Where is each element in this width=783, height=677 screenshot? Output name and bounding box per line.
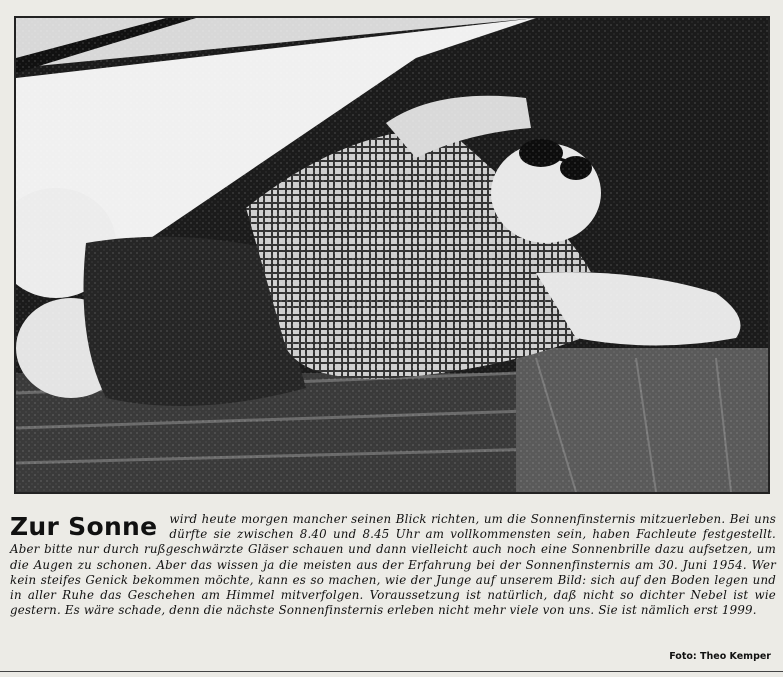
photo-illustration bbox=[16, 18, 768, 492]
news-photo bbox=[14, 16, 770, 494]
bottom-rule bbox=[0, 671, 783, 672]
headline: Zur Sonne bbox=[10, 512, 158, 541]
article bbox=[10, 512, 776, 662]
article-body: wird heute morgen mancher seinen Blick richten, um die Sonnenfinsternis mitzuerleben. Bei uns dürfte sie zwischen 8.40 und 8.45 Uhr am vollkommensten sein, haben Fachleute festgestellt. Aber bitte nur durch rußgeschwärzte Gläser schauen und dann vielleicht auch noch eine Sonnenbrille dazu aufsetzen, um die Augen zu schonen. Aber das wissen ja die meisten aus der Erfahrung bei der Sonnenfinsternis am 30. Juni 1954. Wer kein steifes Genick bekommen möchte, kann es so machen, wie der Junge auf unserem Bild: sich auf den Boden legen und in aller Ruhe das Geschehen am Himmel mitverfolgen. Voraussetzung ist natürlich, daß nicht so dichter Nebel ist wie gestern. Es wäre schade, denn die nächste Sonnenfinsternis erleben nicht mehr viele von uns. Sie ist nämlich erst 1999. bbox=[10, 512, 776, 618]
photo-credit: Foto: Theo Kemper bbox=[669, 651, 771, 662]
